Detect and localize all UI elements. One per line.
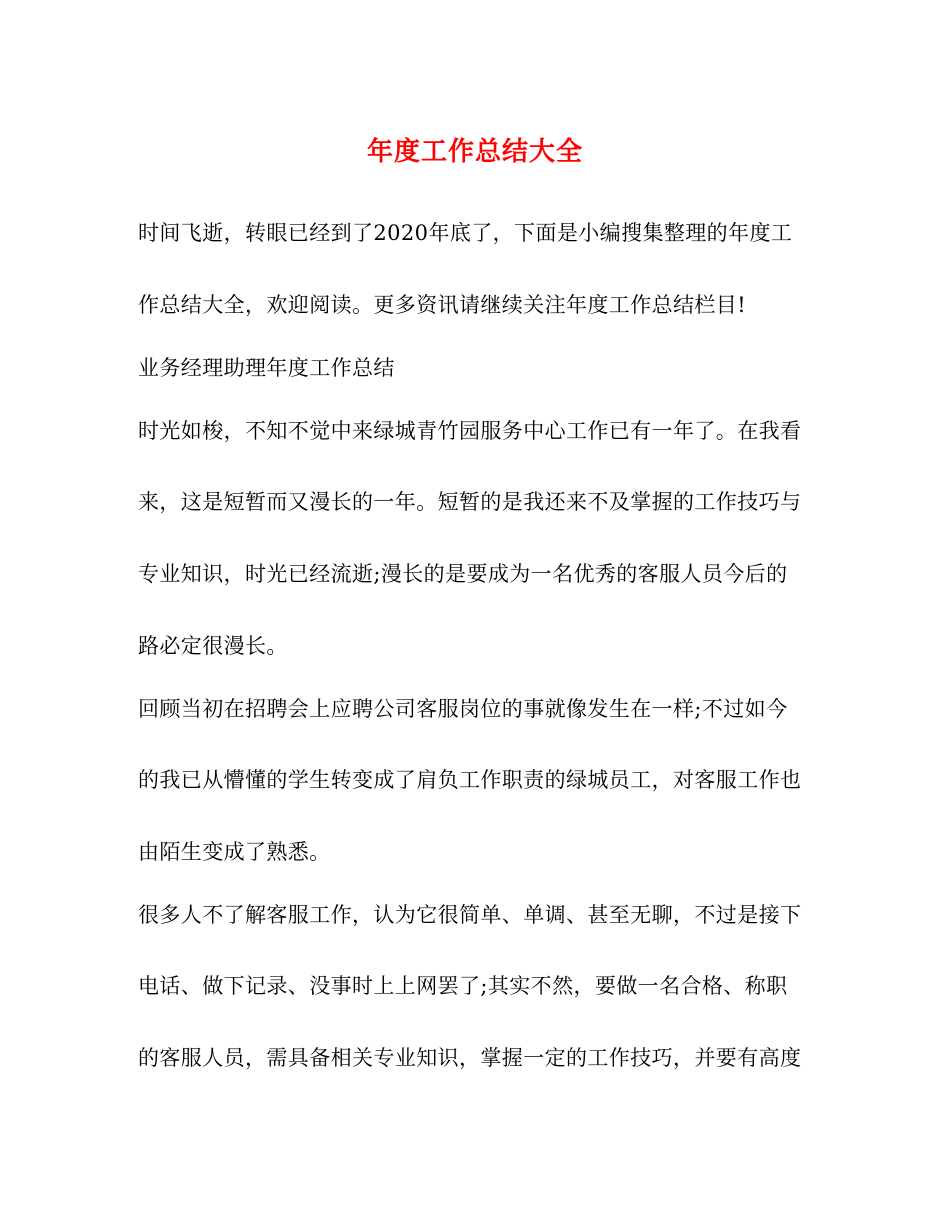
paragraph-line: 时光如梭，不知不觉中来绿城青竹园服务中心工作已有一年了。在我看 xyxy=(138,419,802,443)
document-title: 年度工作总结大全 xyxy=(366,137,583,167)
paragraph-line: 很多人不了解客服工作，认为它很简单、单调、甚至无聊，不过是接下 xyxy=(138,903,802,927)
paragraph-line: 作总结大全，欢迎阅读。更多资讯请继续关注年度工作总结栏目! xyxy=(138,293,747,317)
paragraph-line: 由陌生变成了熟悉。 xyxy=(138,840,331,864)
paragraph-line: 时间飞逝，转眼已经到了2020年底了，下面是小编搜集整理的年度工 xyxy=(138,221,793,245)
paragraph-line: 来，这是短暂而又漫长的一年。短暂的是我还来不及掌握的工作技巧与 xyxy=(138,490,802,514)
section-heading: 业务经理助理年度工作总结 xyxy=(138,356,395,380)
paragraph-line: 回顾当初在招聘会上应聘公司客服岗位的事就像发生在一样;不过如今 xyxy=(138,697,788,721)
paragraph-line: 的客服人员，需具备相关专业知识，掌握一定的工作技巧，并要有高度 xyxy=(138,1046,802,1070)
paragraph-line: 专业知识，时光已经流逝;漫长的是要成为一名优秀的客服人员今后的 xyxy=(138,562,788,586)
paragraph-line: 电话、做下记录、没事时上上网罢了;其实不然，要做一名合格、称职 xyxy=(138,974,788,998)
paragraph-line: 路必定很漫长。 xyxy=(138,634,288,658)
paragraph-line: 的我已从懵懂的学生转变成了肩负工作职责的绿城员工，对客服工作也 xyxy=(138,768,802,792)
